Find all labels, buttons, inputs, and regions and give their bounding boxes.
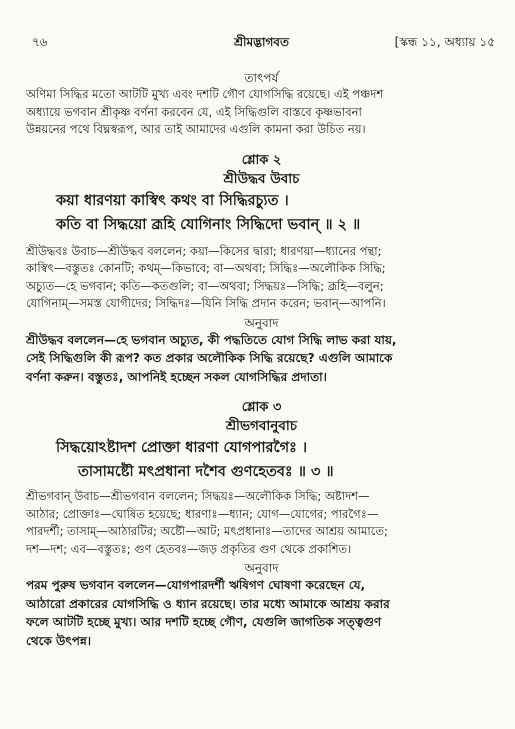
purport-text xyxy=(26,86,497,139)
verse-3-speaker: শ্রীভগবানুবাচ xyxy=(225,418,298,434)
verse-2-synonyms xyxy=(26,243,497,313)
verse-3-synonyms xyxy=(26,488,497,558)
synonym-line: যোগিনাম্—সমস্ত যোগীদের; সিদ্ধিদঃ—যিনি সিদ্ধি প্রদান করেন; ভবান্—আপনি। xyxy=(26,296,386,310)
verse-2-heading: শ্লোক ২ xyxy=(241,152,282,168)
synonym-line: অচ্যুত—হে ভগবান; কতি—কতগুলি; বা—অথবা; সিদ্ধয়ঃ—সিদ্ধি; ব্রূহি—বলুন; xyxy=(26,278,384,293)
running-header xyxy=(26,34,497,52)
translation-line: বর্ণনা করুন। বস্তুতঃ, আপনিই হচ্ছেন সকল যোগসিদ্ধির প্রদাতা। xyxy=(26,369,327,384)
synonym-line: কাস্বিৎ—বস্তুতঃ কোনটি; কথম্—কিভাবে; বা—অথবা; সিদ্ধিঃ—অলৌকিক সিদ্ধি; xyxy=(26,261,386,275)
synonym-line: আঠার; প্রোক্তাঃ—ঘোষিত হয়েছে; ধারণাঃ—ধ্যান; যোগ—যোগের; পারগৈঃ— xyxy=(26,506,379,521)
synonym-line: পারদর্শী; তাসাম্—আঠারটির; অষ্টৌ—আট; মৎপ্রধানাঃ—তাদের আশ্রয় আমাতে; xyxy=(26,524,388,538)
translation-line: আঠারো প্রকারের যোগসিদ্ধি ও ধ্যান রয়েছে। তার মধ্যে আমাকে আশ্রয় করার xyxy=(26,596,390,611)
purport-line: উন্নয়নের পথে বিঘ্নস্বরূপ, আর তাই আমাদের এগুলি কামনা করা উচিত নয়। xyxy=(26,122,366,136)
verse-3-translation-heading: অনুবাদ xyxy=(244,561,279,575)
verse-2-line: কতি বা সিদ্ধয়ো ব্রূহি যোগিনাং সিদ্ধিদো ভবান্ ॥ ২ ॥ xyxy=(56,216,361,233)
verse-3-line: তাসামষ্টৌ মৎপ্রধানা দশৈব গুণহেতবঃ ॥ ৩ ॥ xyxy=(78,464,334,480)
verse-2-translation-heading: অনুবাদ xyxy=(244,315,279,330)
verse-2-speaker: শ্রীউদ্ধব উবাচ xyxy=(223,170,300,187)
synonym-line: দশ—দশ; এব—বস্তুতঃ; গুণ হেতবঃ—জড় প্রকৃতির গুণ থেকে প্রকাশিত। xyxy=(26,541,352,556)
translation-line: পরম পুরুষ ভগবান বললেন—যোগপারদর্শী ঋষিগণ ঘোষণা করেছেন যে, xyxy=(26,578,366,592)
synonym-line: শ্রীউদ্ধবঃ উবাচ—শ্রীউদ্ধব বললেন; কয়া—কিসের দ্বারা; ধারণয়া—ধ্যানের পন্থা; xyxy=(26,243,382,258)
translation-line: সেই সিদ্ধিগুলি কী রূপ? কত প্রকার অলৌকিক সিদ্ধি রয়েছে? এগুলি আমাকে xyxy=(26,351,393,365)
purport-line: অণিমা সিদ্ধির মতো আটটি মুখ্য এবং দশটি গৌণ যোগসিদ্ধি রয়েছে। এই পঞ্চদশ xyxy=(26,87,384,101)
translation-line: ফলে আটটি হচ্ছে মুখ্য। আর দশটি হচ্ছে গৌণ, যেগুলি জাগতিক সত্ত্বগুণ xyxy=(26,615,382,629)
translation-line: থেকে উৎপন্ন। xyxy=(26,633,92,648)
book-title: শ্রীমদ্ভাগবত xyxy=(233,35,289,49)
verse-2-translation xyxy=(26,331,497,387)
page-number: ৭৬ xyxy=(32,35,48,49)
purport-line: অধ্যায়ে ভগবান শ্রীকৃষ্ণ বর্ণনা করবেন যে, এই সিদ্ধিগুলি বাস্তবে কৃষ্ণভাবনা xyxy=(26,104,362,119)
book-page xyxy=(26,34,497,650)
synonym-line: শ্রীভগবান্ উবাচ—শ্রীভগবান বললেন; সিদ্ধয়ঃ—অলৌকিক সিদ্ধি; অষ্টাদশ— xyxy=(26,489,370,503)
purport-heading: তাৎপর্য xyxy=(244,71,279,85)
chapter-reference: [স্কন্ধ ১১, অধ্যায় ১৫ xyxy=(394,35,495,49)
verse-3-heading: শ্লোক ৩ xyxy=(241,400,282,415)
translation-line: শ্রীউদ্ধব বললেন—হে ভগবান অচ্যুত, কী পদ্ধতিতে যোগ সিদ্ধি লাভ করা যায়, xyxy=(26,332,397,347)
verse-3-translation xyxy=(26,576,497,650)
verse-2-line: কয়া ধারণয়া কাস্বিৎ কথং বা সিদ্ধিরচ্যুত । xyxy=(56,192,289,209)
verse-3-line: সিদ্ধয়োঽষ্টাদশ প্রোক্তা ধারণা যোগপারগৈঃ । xyxy=(56,440,308,456)
